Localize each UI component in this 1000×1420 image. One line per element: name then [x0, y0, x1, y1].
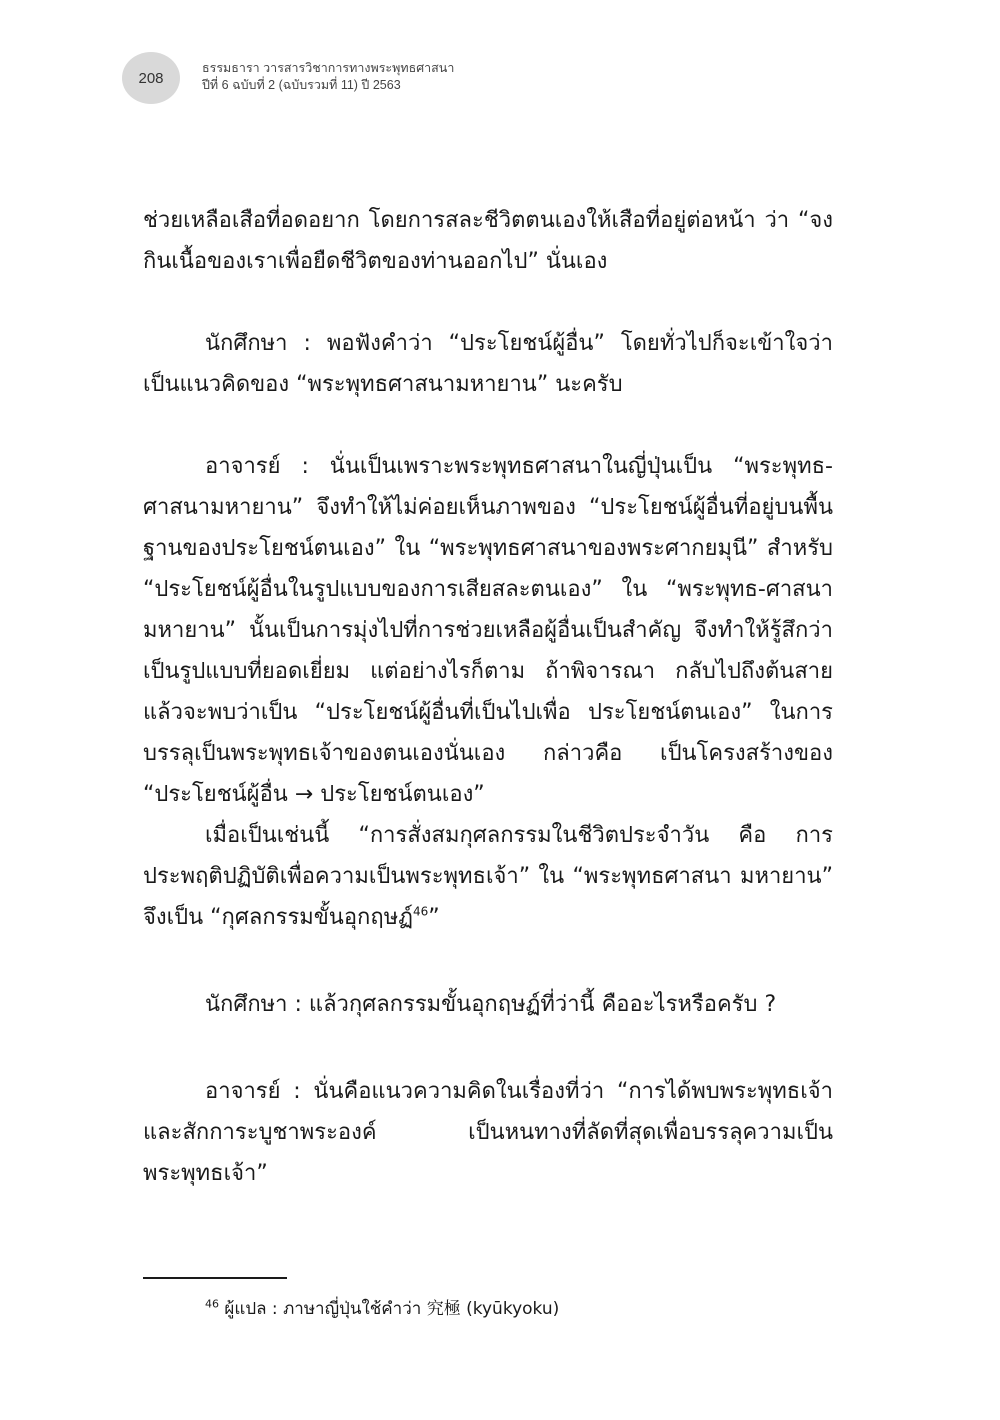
paragraph-2: นักศึกษา : พอฟังคำว่า “ประโยชน์ผู้อื่น” โดยทั่วไปก็จะเข้าใจว่า เป็นแนวคิดของ “พระพุทธศาสนามหายาน” นะครับ	[143, 331, 833, 397]
page-number: 208	[138, 69, 164, 87]
paragraph-4	[143, 815, 833, 938]
journal-info	[202, 60, 702, 94]
footnote-divider	[143, 1277, 287, 1279]
paragraph-4-text: เมื่อเป็นเช่นนี้ “การสั่งสมกุศลกรรมในชีวิตประจำวัน คือ การประพฤติปฏิบัติเพื่อความเป็นพระพุทธเจ้า” ใน “พระพุทธศาสนา มหายาน” จึงเป็น “กุศลกรรมขั้นอุกฤษฏ์	[143, 823, 833, 930]
page-number-badge	[122, 52, 180, 104]
body-text	[143, 200, 833, 1194]
footnote-number: 46	[205, 1297, 219, 1311]
issue-info: ปีที่ 6 ฉบับที่ 2 (ฉบับรวมที่ 11) ปี 2563	[202, 78, 401, 92]
footnote	[205, 1296, 559, 1322]
footnote-reference[interactable]: 46	[412, 904, 429, 919]
paragraph-1: ช่วยเหลือเสือที่อดอยาก โดยการสละชีวิตตนเองให้เสือที่อยู่ต่อหน้า ว่า “จงกินเนื้อของเราเพื่อยืดชีวิตของท่านออกไป” นั่นเอง	[143, 208, 833, 274]
paragraph-6: อาจารย์ : นั่นคือแนวความคิดในเรื่องที่ว่า “การได้พบพระพุทธเจ้าและสักการะบูชาพระองค์ เป็นหนทางที่ลัดที่สุดเพื่อบรรลุความเป็นพระพุทธเจ้า”	[143, 1079, 833, 1186]
paragraph-4-close: ”	[428, 905, 440, 930]
paragraph-5: นักศึกษา : แล้วกุศลกรรมขั้นอุกฤษฏ์ที่ว่านี้ คืออะไรหรือครับ ?	[205, 992, 777, 1017]
paragraph-3: อาจารย์ : นั่นเป็นเพราะพระพุทธศาสนาในญี่ปุ่นเป็น “พระพุทธ-ศาสนามหายาน” จึงทำให้ไม่ค่อยเห็นภาพของ “ประโยชน์ผู้อื่นที่อยู่บนพื้นฐานของประโยชน์ตนเอง” ใน “พระพุทธศาสนาของพระศากยมุนี” สำหรับ “ประโยชน์ผู้อื่นในรูปแบบของการเสียสละตนเอง” ใน “พระพุทธ-ศาสนามหายาน” นั้นเป็นการมุ่งไปที่การช่วยเหลือผู้อื่นเป็นสำคัญ จึงทำให้รู้สึกว่าเป็นรูปแบบที่ยอดเยี่ยม แต่อย่างไรก็ตาม ถ้าพิจารณา กลับไปถึงต้นสายแล้วจะพบว่าเป็น “ประโยชน์ผู้อื่นที่เป็นไปเพื่อ ประโยชน์ตนเอง” ในการบรรลุเป็นพระพุทธเจ้าของตนเองนั่นเอง กล่าวคือ เป็นโครงสร้างของ “ประโยชน์ผู้อื่น → ประโยชน์ตนเอง”	[143, 454, 833, 807]
footnote-text: ผู้แปล : ภาษาญี่ปุ่นใช้คำว่า 究極 (kyūkyoku)	[219, 1299, 560, 1319]
journal-title: ธรรมธารา วารสารวิชาการทางพระพุทธศาสนา	[202, 61, 455, 75]
